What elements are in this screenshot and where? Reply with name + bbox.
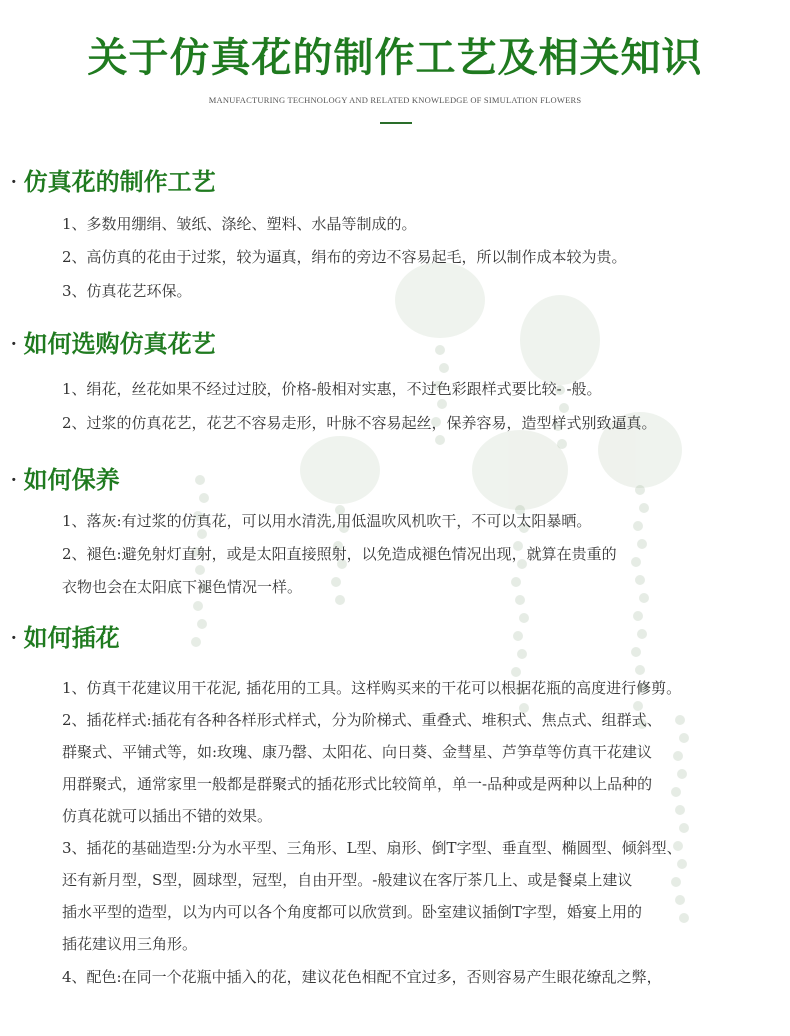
paragraph-line: 1、绢花，丝花如果不经过过胶，价格-般相对实惠，不过色彩跟样式要比较- -般。 bbox=[62, 380, 602, 398]
paragraph-line: 插花建议用三角形。 bbox=[62, 935, 198, 953]
section-heading-arranging bbox=[10, 622, 120, 654]
paragraph-line: 1、多数用绷绢、皱纸、涤纶、塑料、水晶等制成的。 bbox=[62, 215, 417, 233]
paragraph-line: 4、配色:在同一个花瓶中插入的花，建议花色相配不宜过多，否则容易产生眼花缭乱之弊， bbox=[62, 968, 662, 986]
paragraph-line: 2、褪色:避免射灯直射，或是太阳直接照射，以免造成褪色情况出现，就算在贵重的 bbox=[62, 545, 617, 563]
section-heading-label: 仿真花的制作工艺 bbox=[23, 167, 216, 196]
page-subtitle: MANUFACTURING TECHNOLOGY AND RELATED KNOWLEDGE OF SIMULATION FLOWERS bbox=[208, 95, 582, 105]
section-heading-label: 如何保养 bbox=[23, 465, 120, 494]
title-divider bbox=[380, 122, 412, 124]
section-heading-label: 如何选购仿真花艺 bbox=[23, 329, 216, 358]
section-heading-craft bbox=[10, 166, 216, 198]
bullet-dot: · bbox=[10, 330, 18, 358]
page-title: 关于仿真花的制作工艺及相关知识 bbox=[87, 34, 703, 81]
paragraph-line: 用群聚式，通常家里一般都是群聚式的插花形式比较简单，单一-品种或是两种以上品种的 bbox=[62, 775, 653, 793]
bullet-dot: · bbox=[10, 624, 18, 652]
paragraph-line: 1、落灰:有过浆的仿真花，可以用水清洗,用低温吹风机吹干，不可以太阳暴晒。 bbox=[62, 512, 592, 530]
paragraph-line: 3、仿真花艺环保。 bbox=[62, 282, 192, 300]
section-heading-label: 如何插花 bbox=[23, 623, 120, 652]
paragraph-line: 插水平型的造型，以为内可以各个角度都可以欣赏到。卧室建议插倒T字型，婚宴上用的 bbox=[62, 903, 643, 921]
paragraph-line: 2、过浆的仿真花艺，花艺不容易走形，叶脉不容易起丝，保养容易，造型样式别致逼真。 bbox=[62, 414, 657, 432]
section-heading-maintenance bbox=[10, 464, 120, 496]
bullet-dot: · bbox=[10, 168, 18, 196]
paragraph-line: 3、插花的基础造型:分为水平型、三角形、L型、扇形、倒T字型、垂直型、椭圆型、倾斜型、 bbox=[62, 839, 682, 857]
bullet-dot: · bbox=[10, 466, 18, 494]
paragraph-line: 仿真花就可以插出不错的效果。 bbox=[62, 807, 273, 825]
paragraph-line: 1、仿真干花建议用干花泥, 插花用的工具。这样购买来的干花可以根据花瓶的高度进行修剪。 bbox=[62, 679, 682, 697]
paragraph-line: 衣物也会在太阳底下褪色情况一样。 bbox=[62, 578, 303, 596]
paragraph-line: 还有新月型，S型，圆球型，冠型，自由开型。-般建议在客厅茶几上、或是餐桌上建议 bbox=[62, 871, 633, 889]
paragraph-line: 2、高仿真的花由于过浆，较为逼真，绢布的旁边不容易起毛，所以制作成本较为贵。 bbox=[62, 248, 627, 266]
section-heading-buying bbox=[10, 328, 216, 360]
paragraph-line: 群聚式、平铺式等，如:玫瑰、康乃罄、太阳花、向日葵、金彗星、芦笋草等仿真干花建议 bbox=[62, 743, 653, 761]
paragraph-line: 2、插花样式:插花有各种各样形式样式，分为阶梯式、重叠式、堆积式、焦点式、组群式、 bbox=[62, 711, 662, 729]
